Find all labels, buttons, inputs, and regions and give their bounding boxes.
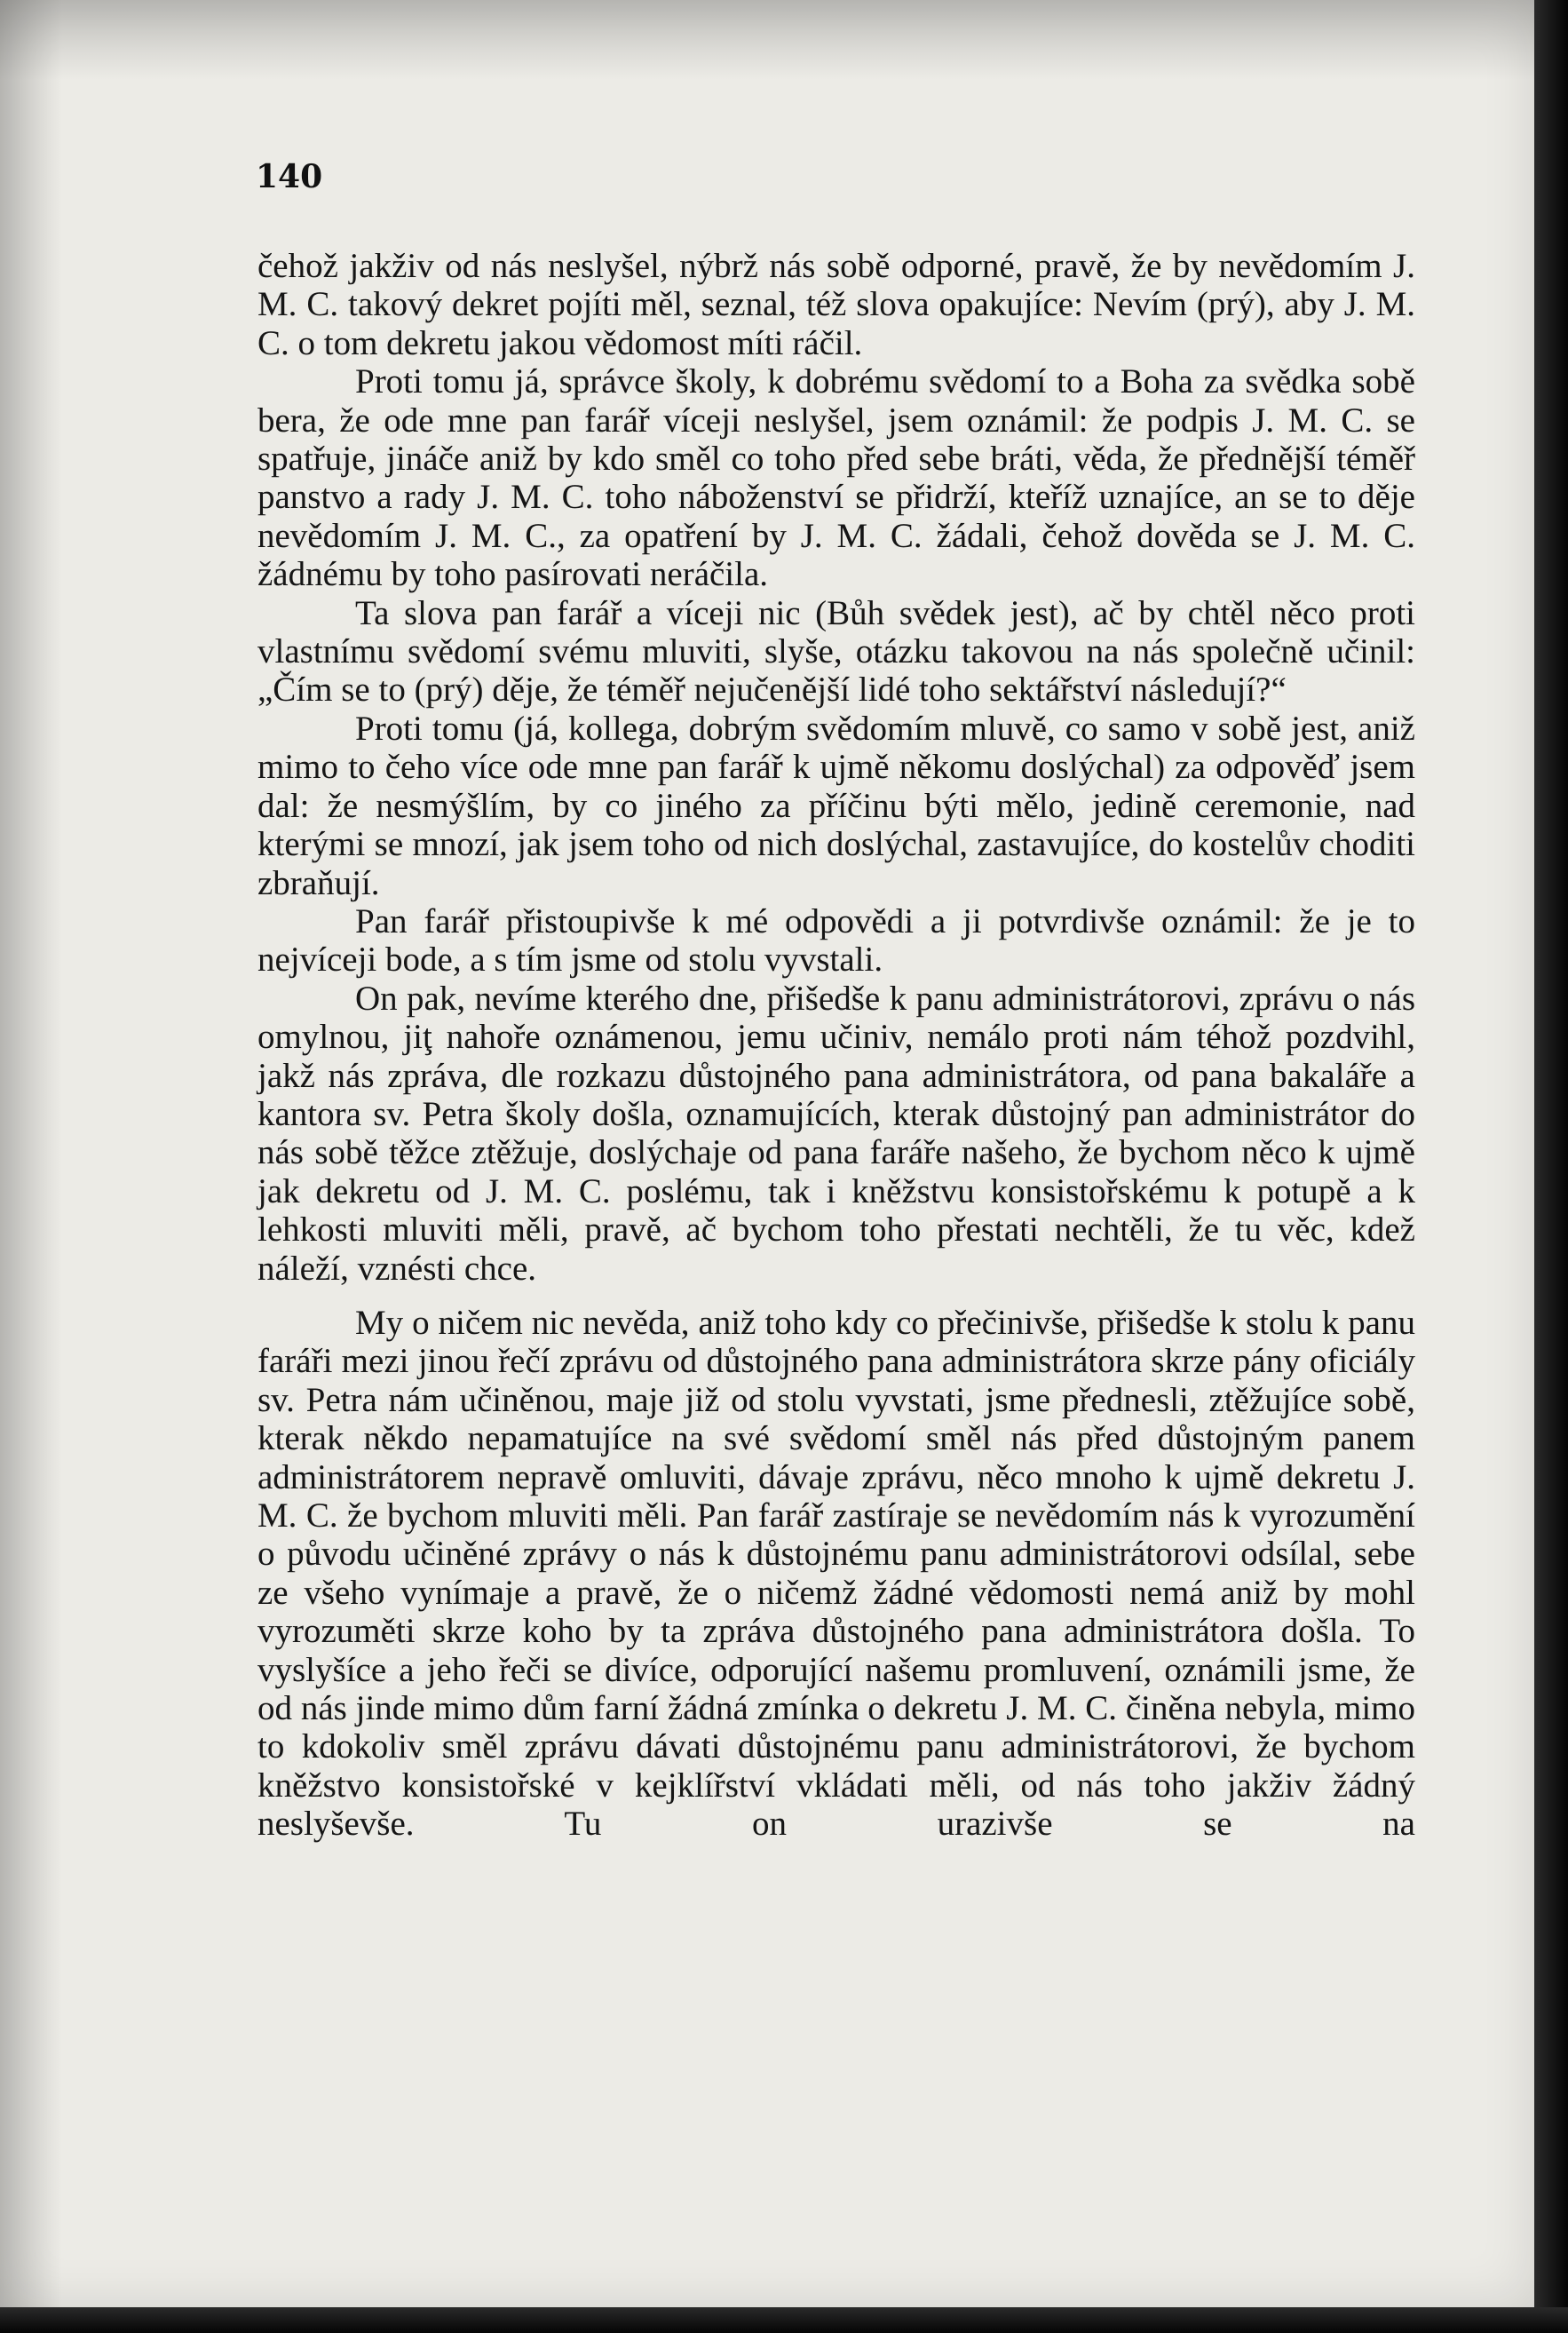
scan-border-bottom (0, 2307, 1568, 2333)
scan-shading-top (0, 0, 1534, 80)
paragraph-3: Ta slova pan farář a víceji nic (Bůh svědek jest), ač by chtěl něco proti vlastnímu svědomí svému mluviti, slyše, otázku takovou na nás společně učinil: „Čím se to (prý) děje, že téměř nejučenější lidé toho sektářství následují?“ (257, 593, 1415, 710)
scan-shading-left (0, 0, 62, 2307)
paragraph-4: Proti tomu (já, kollega, dobrým svědomím mluvě, co samo v sobě jest, aniž mimo to čeho více ode mne pan farář k ujmě někomu doslýchal) za odpověď jsem dal: že nesmýšlím, by co jiného za příčinu býti mělo, jedině ceremonie, nad kterými se mnozí, jak jsem toho od nich doslýchal, zastavujíce, do kostelův choditi zbraňují. (257, 709, 1415, 902)
paragraph-1: čehož jakživ od nás neslyšel, nýbrž nás sobě odporné, pravě, že by nevědomím J. M. C. takový dekret pojíti měl, seznal, též slova opakujíce: Nevím (prý), aby J. M. C. o tom dekretu jakou vědomost míti ráčil. (257, 247, 1415, 362)
paragraph-5: Pan farář přistoupivše k mé odpovědi a ji potvrdivše oznámil: že je to nejvíceji bode, a s tím jsme od stolu vyvstali. (257, 901, 1415, 980)
body-text (257, 247, 1415, 1844)
paragraph-6: On pak, nevíme kterého dne, přišedše k panu administrátorovi, zprávu o nás omylnou, jiţ nahoře oznámenou, jemu učiniv, nemálo proti nám téhož pozdvihl, jakž nás zpráva, dle rozkazu důstojného pana administrátora, od pana bakaláře a kantora sv. Petra školy došla, oznamujících, kterak důstojný pan administrátor do nás sobě těžce ztěžuje, doslýchaje od pana faráře našeho, že bychom něco k ujmě jak dekretu od J. M. C. poslému, tak i kněžstvu konsistořskému k potupě a k lehkosti mluviti měli, pravě, ač bychom toho přestati nechtěli, že tu věc, kdež náleží, vznésti chce. (257, 979, 1415, 1288)
paragraph-7: My o ničem nic nevěda, aniž toho kdy co přečinivše, přišedše k stolu k panu faráři mezi jinou řečí zprávu od důstojného pana administrátora skrze pány oficiály sv. Petra nám učiněnou, maje již od stolu vyvstati, jsme přednesli, ztěžujíce sobě, kterak někdo nepamatujíce na své svědomí směl nás před důstojným panem administrátorem nepravě omluviti, dávaje zprávu, něco mnoho k ujmě dekretu J. M. C. že bychom mluviti měli. Pan farář zastíraje se nevědomím nás k vyrozumění o původu učiněné zprávy o nás k důstojnému panu administrátorovi odsílal, sebe ze všeho vynímaje a pravě, že o ničemž žádné vědomosti nemá aniž by mohl vyrozuměti skrze koho by ta zpráva důstojného pana administrátora došla. To vyslyšíce a jeho řeči se divíce, odporující našemu promluvení, oznámili jsme, že od nás jinde mimo dům farní žádná zmínka o dekretu J. M. C. činěna nebyla, mimo to kdokoliv směl zprávu dávati důstojnému panu administrátorovi, že bychom kněžstvo konsistořské v kejklířství vkládati měli, od nás toho jakživ žádný neslyševše. Tu on urazivše se na (257, 1303, 1415, 1844)
scan-border-right (1534, 0, 1568, 2333)
page-number: 140 (256, 158, 323, 195)
paragraph-2: Proti tomu já, správce školy, k dobrému svědomí to a Boha za svědka sobě bera, že ode mne pan farář víceji neslyšel, jsem oznámil: že podpis J. M. C. se spatřuje, jináče aniž by kdo směl co toho před sebe bráti, věda, že přednější téměř panstvo a rady J. M. C. toho náboženství se přidrží, kteříž uznajíce, an se to děje nevědomím J. M. C., za opatření by J. M. C. žádali, čehož dověda se J. M. C. žádnému by toho pasírovati neráčila. (257, 362, 1415, 594)
